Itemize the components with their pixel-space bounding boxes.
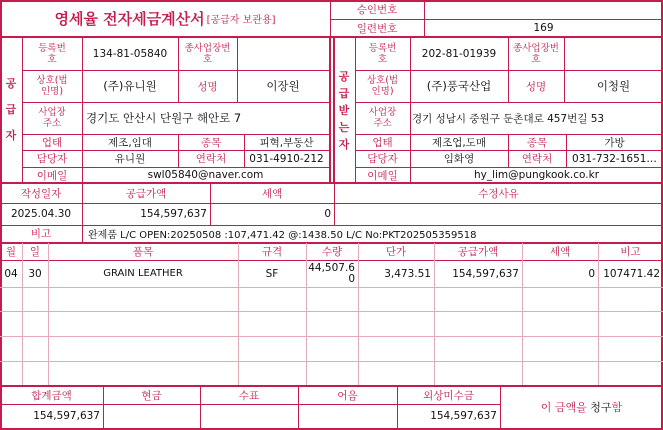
buyer-name: (주)풍국산업	[426, 79, 492, 93]
date-label: 작성일자	[20, 188, 62, 200]
supplier-email-label: 이메일	[36, 169, 68, 182]
bill-label: 어음	[337, 389, 358, 402]
date-value: 2025.04.30	[10, 208, 72, 220]
buyer-addr: 경기 성남시 중원구 둔촌대로 457번길 53	[412, 112, 605, 125]
supplier-contact: 031-4910-212	[249, 152, 324, 165]
supplier-manager: 유니원	[114, 153, 146, 165]
invoice-title	[0, 0, 330, 37]
supplier-biz-item-label: 종목	[200, 136, 222, 149]
item-day: 30	[28, 267, 42, 280]
supplier-biz-item: 피혁,부동산	[259, 136, 314, 149]
approval-value	[424, 0, 663, 19]
col-month: 월	[5, 246, 17, 258]
serial-value: 169	[533, 22, 554, 34]
supplier-manager-label: 담당자	[36, 153, 68, 165]
supplier-reg-no: 134-81-05840	[92, 47, 168, 60]
check-label: 수표	[238, 389, 260, 402]
buyer-contact: 031-732-1651…	[572, 152, 657, 165]
credit-value: 154,597,637	[430, 410, 497, 422]
col-tax: 세액	[549, 246, 571, 258]
buyer-contact-label: 연락처	[521, 153, 553, 165]
reason-label: 수정사유	[478, 188, 519, 200]
total-label: 합계금액	[31, 389, 72, 402]
supplier-name: (주)유니원	[103, 79, 157, 93]
buyer-name-label: 상호(법인명)	[366, 75, 399, 97]
col-supply: 공급가액	[457, 246, 499, 258]
item-spec: SF	[265, 267, 279, 280]
buyer-manager: 임화영	[443, 153, 475, 165]
item-name: GRAIN LEATHER	[103, 268, 183, 279]
buyer-branch-no	[564, 37, 663, 70]
supplier-addr: 경기도 안산시 단원구 해안로 7	[86, 111, 242, 125]
buyer-reg-label: 등록번호	[368, 42, 397, 65]
buyer-biz-type: 제조업,도매	[431, 136, 487, 149]
supplier-reg-label: 등록번호	[38, 42, 66, 65]
col-day: 일	[29, 246, 41, 258]
claim-prefix: 이 금액을	[540, 401, 591, 414]
buyer-addr-label: 사업장주소	[368, 107, 397, 129]
col-spec: 규격	[261, 246, 283, 258]
item-qty: 44,507.60	[308, 261, 355, 285]
supplier-name-label: 상호(법인명)	[36, 75, 68, 97]
buyer-ceo: 이청원	[596, 79, 631, 93]
supplier-branch-label: 종사업장번호	[184, 42, 231, 65]
supplier-ceo-label: 성명	[197, 80, 218, 93]
supplier-branch-no	[237, 37, 329, 70]
claim-word: 청구	[590, 401, 612, 414]
claim-suffix: 함	[611, 401, 623, 414]
bill-value	[298, 404, 397, 428]
claim-statement	[500, 386, 663, 428]
supplier-email: swl05840@naver.com	[147, 169, 264, 181]
credit-label: 외상미수금	[423, 389, 474, 402]
buyer-email: hy_lim@pungkook.co.kr	[473, 169, 600, 181]
check-value	[200, 404, 298, 428]
item-month: 04	[4, 267, 18, 280]
buyer-ceo-label: 성명	[525, 80, 547, 93]
col-note: 비고	[620, 246, 641, 258]
item-tax: 0	[588, 267, 595, 280]
buyer-email-label: 이메일	[367, 169, 398, 182]
item-supply: 154,597,637	[452, 267, 519, 280]
serial-label: 일련번호	[356, 22, 398, 35]
buyer-biz-item: 가방	[604, 136, 625, 149]
reason-value	[334, 203, 663, 225]
col-item: 품목	[132, 246, 154, 258]
supplier-addr-label: 사업장주소	[38, 107, 66, 129]
remark-value: 완제품 L/C OPEN:20250508 :107,471.42 @:1438.50 L/C No:PKT202505359518	[88, 230, 477, 241]
tax-label: 세액	[261, 188, 283, 200]
buyer-side-label: 공 급 받 는 자	[338, 69, 350, 151]
item-price: 3,473.51	[384, 267, 431, 280]
supplier-biz-type-label: 업태	[41, 136, 63, 149]
supplier-biz-type: 제조,임대	[108, 136, 152, 149]
supplier-contact-label: 연락처	[195, 153, 227, 165]
title-main: 영세율 전자세금계산서	[54, 10, 205, 28]
title-sub: [공급자 보관용]	[206, 15, 276, 26]
col-price: 단가	[385, 246, 407, 258]
supplier-ceo: 이장원	[266, 79, 300, 93]
buyer-reg-no: 202-81-01939	[421, 47, 497, 60]
supply-label: 공급가액	[125, 188, 167, 200]
buyer-biz-item-label: 종목	[526, 136, 548, 149]
supply-value: 154,597,637	[140, 208, 207, 220]
buyer-manager-label: 담당자	[367, 153, 398, 165]
item-note: 107471.42	[603, 267, 660, 280]
remark-label: 비고	[30, 228, 52, 240]
total-value: 154,597,637	[33, 410, 100, 422]
buyer-biz-type-label: 업태	[372, 136, 393, 149]
supplier-side-label: 공 급 자	[5, 77, 17, 142]
approval-label: 승인번호	[356, 4, 398, 16]
buyer-branch-label: 종사업장번호	[513, 42, 559, 65]
tax-value: 0	[324, 208, 331, 220]
cash-label: 현금	[141, 389, 162, 402]
col-qty: 수량	[321, 246, 343, 258]
cash-value	[103, 404, 200, 428]
